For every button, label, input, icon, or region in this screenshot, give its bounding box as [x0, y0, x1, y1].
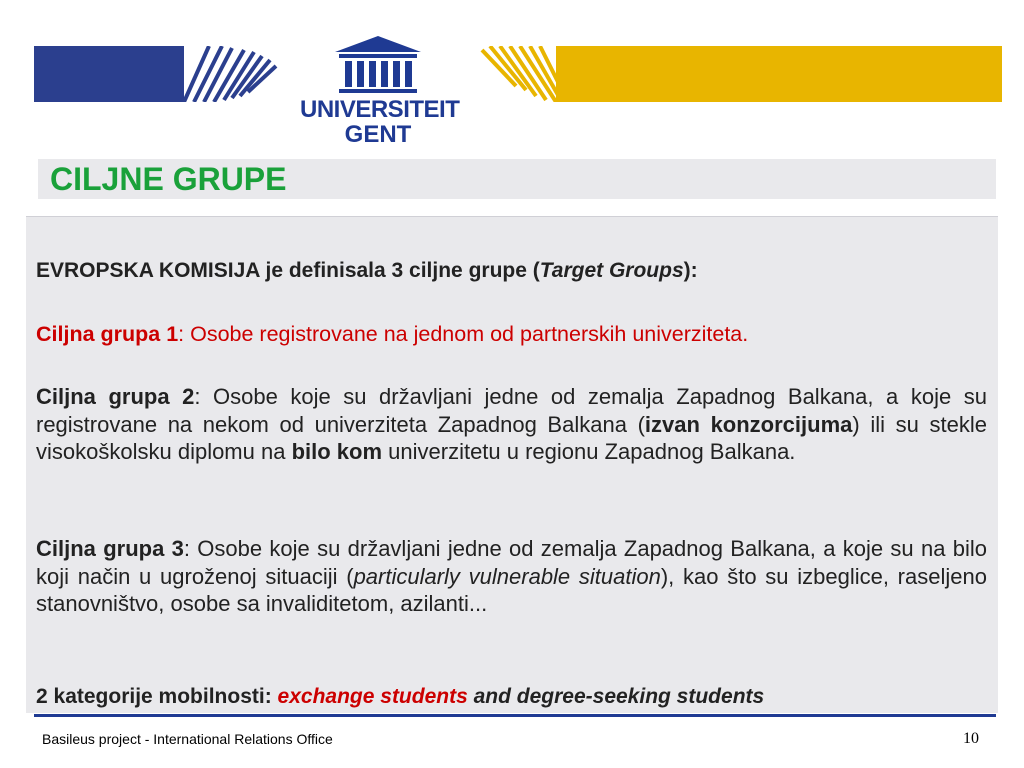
footer-divider [34, 714, 996, 717]
group1-text: : Osobe registrovane na jednom od partnerskih univerziteta. [178, 322, 749, 346]
mobility-degree: and degree-seeking students [467, 685, 765, 708]
group2-text2: ) ili su stekle visokoškolsku diplomu na [36, 411, 987, 464]
group1-label: Ciljna grupa 1 [36, 322, 179, 346]
intro-italic: Target Groups [539, 259, 684, 282]
page-number: 10 [963, 730, 979, 747]
group1-paragraph [36, 321, 987, 349]
mobility-prefix: 2 kategorije mobilnosti: [36, 685, 278, 708]
group2-bold1: izvan konzorcijuma [644, 411, 853, 437]
group2-paragraph [36, 383, 987, 466]
footer-text: Basileus project - International Relations Office [42, 731, 333, 747]
intro-bold: EVROPSKA KOMISIJA je definisala 3 ciljne grupe ( [36, 259, 540, 282]
logo-text-universiteit: UNIVERSITEIT [300, 96, 460, 123]
logo-text-gent: GENT [344, 121, 412, 148]
content-panel [26, 216, 998, 713]
group3-paragraph [36, 535, 987, 618]
header-blue-band [34, 46, 280, 102]
intro-paragraph [36, 257, 987, 285]
group2-text1: : Osobe koje su državljani jedne od zemalja Zapadnog Balkana, a koje su registrovane na nekom od univerziteta Zapadnog Balkana ( [36, 384, 987, 437]
group3-text1: : Osobe koje su državljani jedne od zemalja Zapadnog Balkana, a koje su na bilo koji način u ugroženoj situaciji ( [36, 536, 987, 589]
header-yellow-band [476, 46, 1002, 102]
group2-label: Ciljna grupa 2 [36, 384, 195, 409]
group3-label: Ciljna grupa 3 [36, 536, 184, 561]
title-bar [38, 159, 996, 199]
mobility-exchange: exchange students [277, 685, 468, 708]
intro-end: ): [683, 259, 698, 282]
mobility-paragraph [36, 683, 987, 711]
slide-title: CILJNE GRUPE [50, 161, 287, 197]
universiteit-gent-logo [295, 34, 461, 150]
group2-bold2: bilo kom [291, 439, 383, 464]
group2-text3: univerzitetu u regionu Zapadnog Balkana. [382, 439, 796, 464]
group3-text2: ), kao što su izbeglice, raseljeno stanovništvo, osobe sa invaliditetom, azilanti... [36, 563, 987, 616]
group3-italic1: particularly vulnerable situation [353, 563, 661, 589]
